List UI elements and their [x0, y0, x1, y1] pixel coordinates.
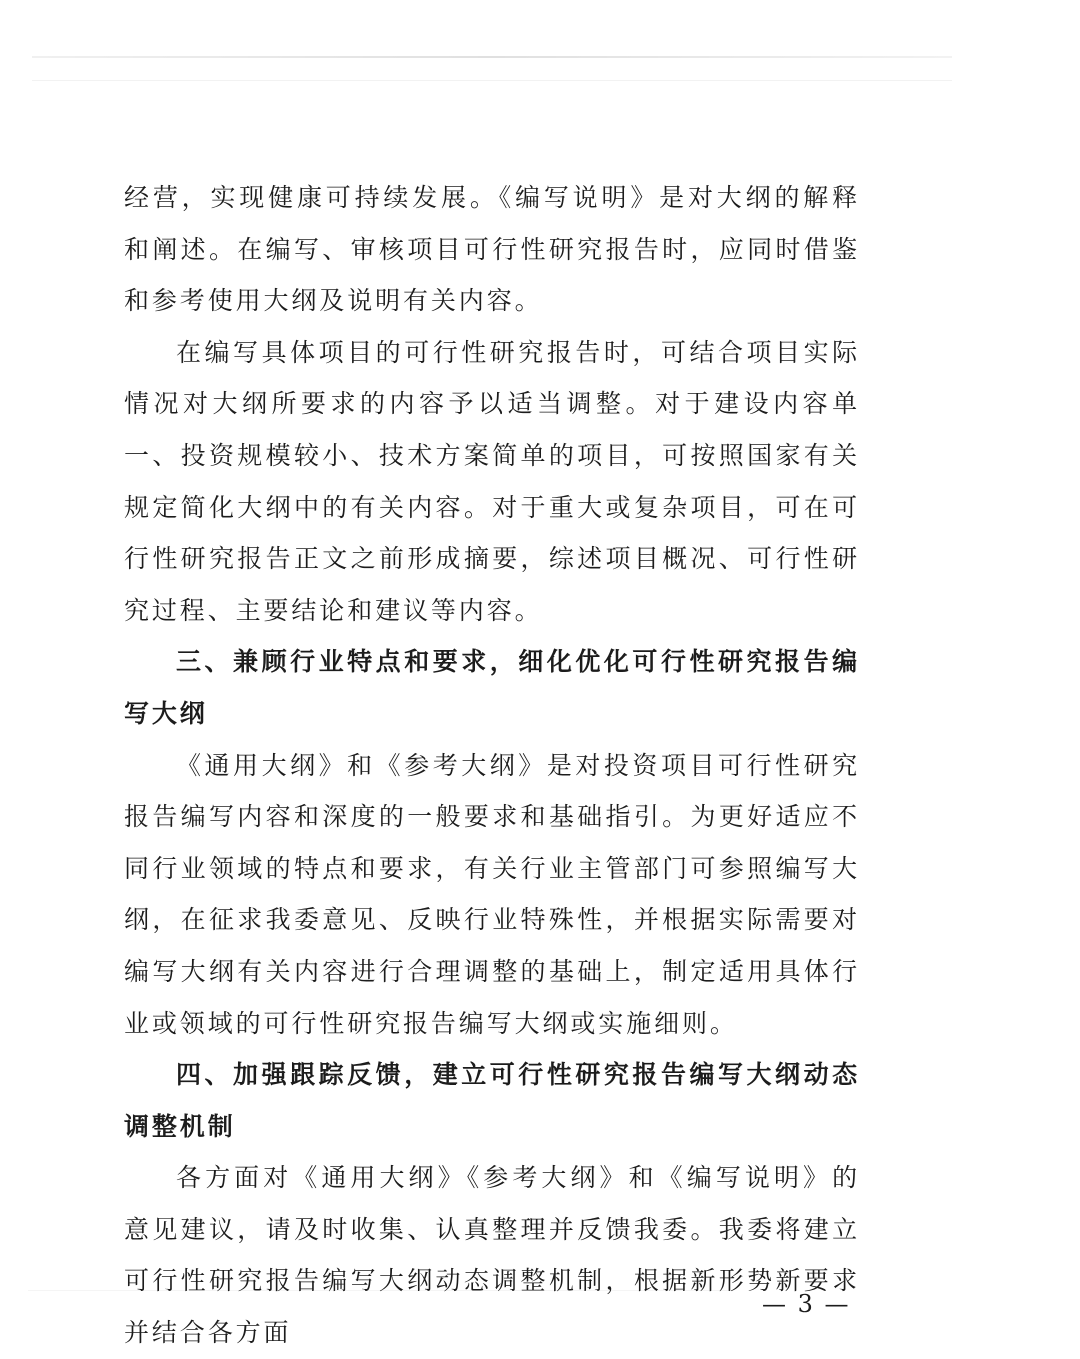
section-heading-3: 三、兼顾行业特点和要求，细化优化可行性研究报告编写大纲 — [124, 647, 860, 728]
paragraph: 在编写具体项目的可行性研究报告时，可结合项目实际情况对大纲所要求的内容予以适当调整。对于建设内容单一、投资规模较小、技术方案简单的项目，可按照国家有关规定简化大纲中的有关内容。对于重大或复杂项目，可在可行性研究报告正文之前形成摘要，综述项目概况、可行性研究过程、主要结论和建议等内容。 — [124, 337, 860, 625]
scan-artifact-line — [28, 1290, 728, 1291]
scan-artifact-line — [32, 80, 952, 81]
paragraph-continued: 经营，实现健康可持续发展。《编写说明》是对大纲的解释和阐述。在编写、审核项目可行性研究报告时，应同时借鉴和参考使用大纲及说明有关内容。 — [124, 183, 860, 316]
section-heading-4: 四、加强跟踪反馈，建立可行性研究报告编写大纲动态调整机制 — [124, 1060, 860, 1141]
page-number: — 3 — — [762, 1290, 851, 1318]
paragraph: 各方面对《通用大纲》《参考大纲》和《编写说明》的意见建议，请及时收集、认真整理并反馈我委。我委将建立可行性研究报告编写大纲动态调整机制，根据新形势新要求并结合各方面 — [124, 1163, 860, 1348]
paragraph: 《通用大纲》和《参考大纲》是对投资项目可行性研究报告编写内容和深度的一般要求和基础指引。为更好适应不同行业领域的特点和要求，有关行业主管部门可参照编写大纲，在征求我委意见、反映行业特殊性，并根据实际需要对编写大纲有关内容进行合理调整的基础上，制定适用具体行业或领域的可行性研究报告编写大纲或实施细则。 — [124, 750, 860, 1038]
document-body — [124, 172, 860, 1359]
scan-artifact-line — [32, 56, 952, 58]
